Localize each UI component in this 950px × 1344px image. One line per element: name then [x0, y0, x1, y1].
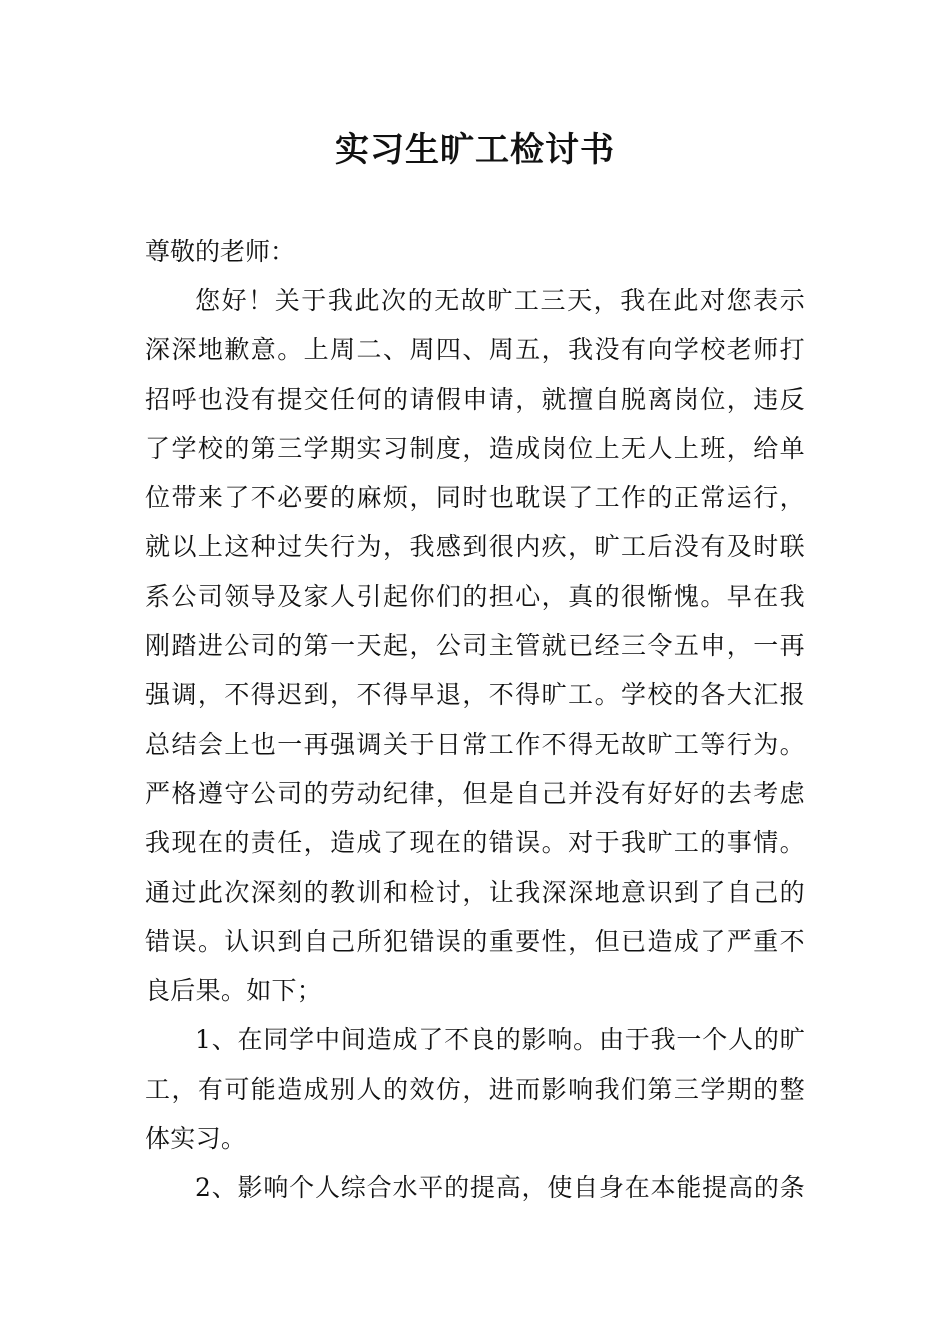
paragraph-line: 严格遵守公司的劳动纪律，但是自己并没有好好的去考虑	[145, 778, 805, 808]
paragraph-line: 招呼也没有提交任何的请假申请，就擅自脱离岗位，违反	[145, 384, 805, 414]
document-title: 实习生旷工检讨书	[335, 130, 615, 170]
paragraph-line: 体实习。	[145, 1124, 247, 1154]
paragraph-line: 就以上这种过失行为，我感到很内疚，旷工后没有及时联	[145, 532, 805, 562]
paragraph-line: 刚踏进公司的第一天起，公司主管就已经三令五申，一再	[145, 631, 805, 661]
paragraph-line: 我现在的责任，造成了现在的错误。对于我旷工的事情。	[145, 828, 805, 858]
paragraph-line: 2、影响个人综合水平的提高，使自身在本能提高的条	[195, 1173, 805, 1203]
paragraph-line: 通过此次深刻的教训和检讨，让我深深地意识到了自己的	[145, 877, 805, 907]
paragraph-line: 工，有可能造成别人的效仿，进而影响我们第三学期的整	[145, 1074, 805, 1104]
paragraph-line: 了学校的第三学期实习制度，造成岗位上无人上班，给单	[145, 433, 805, 463]
paragraph-line: 总结会上也一再强调关于日常工作不得无故旷工等行为。	[145, 729, 805, 759]
paragraph-line: 错误。认识到自己所犯错误的重要性，但已造成了严重不	[145, 926, 805, 956]
paragraph-line: 良后果。如下；	[145, 976, 323, 1006]
paragraph-line: 您好！关于我此次的无故旷工三天，我在此对您表示	[195, 286, 805, 315]
paragraph-line: 1、在同学中间造成了不良的影响。由于我一个人的旷	[195, 1025, 805, 1055]
salutation: 尊敬的老师：	[145, 237, 296, 266]
paragraph-line: 位带来了不必要的麻烦，同时也耽误了工作的正常运行，	[145, 483, 805, 513]
paragraph-line: 强调，不得迟到，不得早退，不得旷工。学校的各大汇报	[145, 680, 805, 710]
paragraph-line: 系公司领导及家人引起你们的担心，真的很惭愧。早在我	[145, 581, 805, 611]
paragraph-apology	[145, 276, 805, 1015]
document-body	[145, 276, 805, 1213]
paragraph-item-1	[145, 1015, 805, 1163]
paragraph-item-2	[145, 1163, 805, 1212]
paragraph-line: 深深地歉意。上周二、周四、周五，我没有向学校老师打	[145, 335, 805, 365]
